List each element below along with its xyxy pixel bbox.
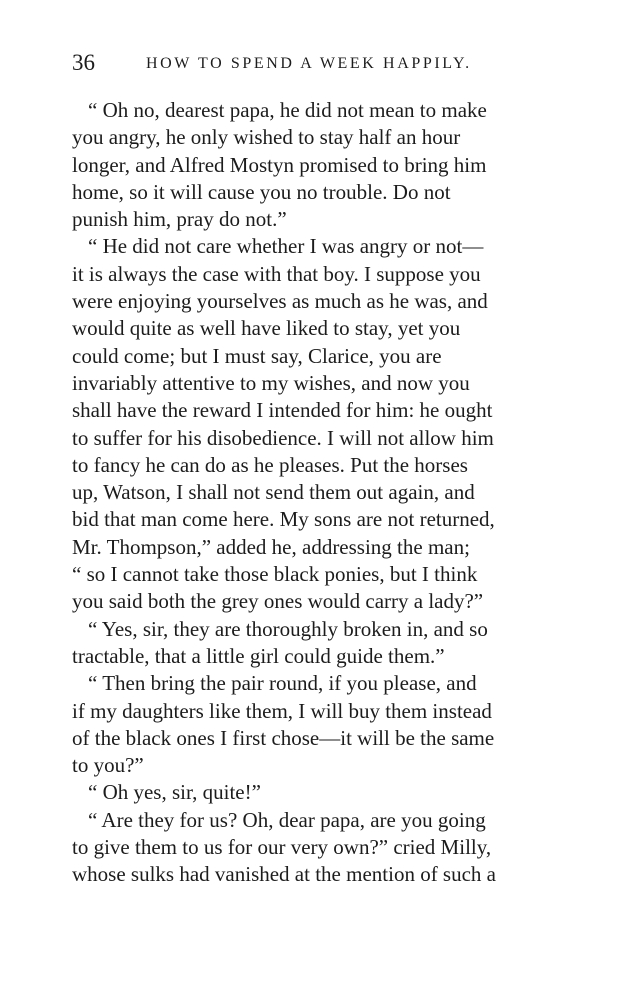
text-line: were enjoying yourselves as much as he was, and bbox=[72, 289, 488, 314]
text-line: shall have the reward I intended for him: he ought bbox=[72, 398, 493, 423]
text-line: would quite as well have liked to stay, yet you bbox=[72, 316, 461, 341]
text-line: “ Oh yes, sir, quite!” bbox=[88, 780, 261, 805]
text-line: you said both the grey ones would carry a lady?” bbox=[72, 589, 484, 614]
text-line: “ Yes, sir, they are thoroughly broken in, and so bbox=[88, 616, 488, 641]
text-line: “ He did not care whether I was angry or not— bbox=[88, 234, 484, 259]
text-line: you angry, he only wished to stay half an hour bbox=[72, 125, 461, 150]
text-line: longer, and Alfred Mostyn promised to bring him bbox=[72, 152, 487, 177]
text-line: “ Oh no, dearest papa, he did not mean to make bbox=[88, 98, 487, 122]
text-line: tractable, that a little girl could guide them.” bbox=[72, 643, 445, 668]
text-line: invariably attentive to my wishes, and now you bbox=[72, 370, 470, 395]
text-line: “ Are they for us? Oh, dear papa, are you going bbox=[88, 807, 486, 832]
text-line: “ so I cannot take those black ponies, but I think bbox=[72, 562, 478, 587]
text-line: whose sulks had vanished at the mention of such a bbox=[72, 862, 496, 887]
page-number: 36 bbox=[72, 50, 95, 75]
text-line: bid that man come here. My sons are not returned, bbox=[72, 507, 495, 532]
text-line: up, Watson, I shall not send them out again, and bbox=[72, 480, 475, 505]
text-line: home, so it will cause you no trouble. Do not bbox=[72, 179, 451, 204]
text-line: punish him, pray do not.” bbox=[72, 207, 287, 232]
page-header bbox=[72, 48, 592, 78]
text-line: to fancy he can do as he pleases. Put the horses bbox=[72, 452, 468, 477]
text-line: “ Then bring the pair round, if you please, and bbox=[88, 671, 477, 696]
text-line: to give them to us for our very own?” cried Milly, bbox=[72, 835, 492, 860]
text-line: if my daughters like them, I will buy them instead bbox=[72, 698, 492, 723]
running-title: HOW TO SPEND A WEEK HAPPILY. bbox=[146, 55, 472, 72]
text-line: of the black ones I first chose—it will be the same bbox=[72, 725, 495, 750]
text-line: could come; but I must say, Clarice, you are bbox=[72, 343, 442, 368]
text-line: Mr. Thompson,” added he, addressing the man; bbox=[72, 534, 470, 559]
body-text bbox=[72, 97, 587, 889]
text-line: it is always the case with that boy. I suppose you bbox=[72, 261, 481, 286]
text-line: to you?” bbox=[72, 753, 144, 778]
text-line: to suffer for his disobedience. I will not allow him bbox=[72, 425, 494, 450]
